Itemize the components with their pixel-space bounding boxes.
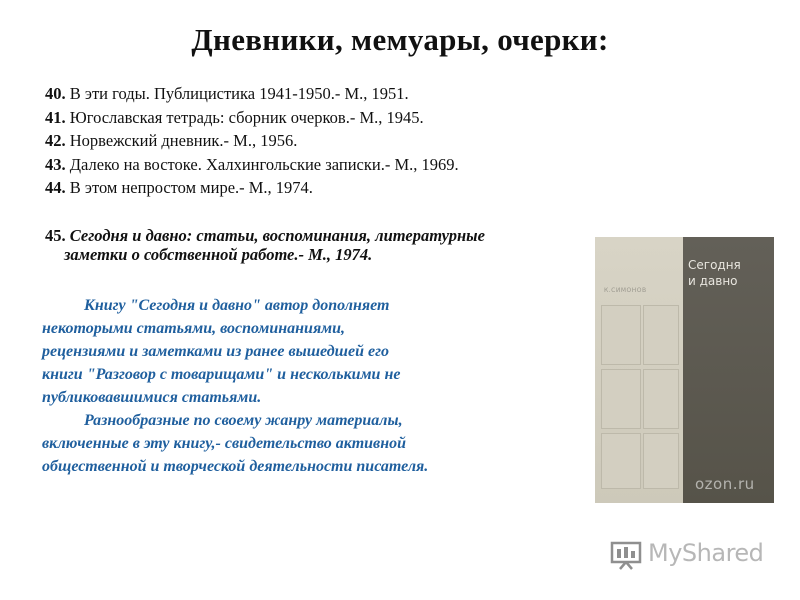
cover-title-line-2: и давно — [688, 274, 738, 288]
description-line: рецензиями и заметками из ранее вышедшей его — [42, 343, 390, 360]
presentation-board-icon — [608, 540, 644, 570]
item-number: 43. — [45, 154, 66, 174]
description-line: Разнообразные по своему жанру материалы, — [84, 412, 403, 429]
works-list — [45, 82, 605, 200]
description-line: публиковавшимися статьями. — [42, 389, 262, 406]
item-text: В эти годы. Публицистика 1941-1950.- М., 1951. — [65, 84, 409, 103]
page-title: Дневники, мемуары, очерки: — [191, 22, 609, 57]
item-text: Далеко на востоке. Халхингольские записки.- М., 1969. — [65, 154, 459, 174]
cover-pane — [643, 433, 679, 489]
list-item — [45, 82, 605, 106]
logo-text: MyShared — [648, 539, 764, 567]
description-line: книги "Разговор с товарищами" и несколькими не — [42, 366, 401, 383]
list-item — [45, 129, 605, 153]
item-number: 42. — [45, 131, 66, 150]
cover-pane — [643, 369, 679, 429]
item-text: В этом непростом мире.- М., 1974. — [65, 178, 313, 197]
description-line: Книгу "Сегодня и давно" автор дополняет — [84, 297, 390, 314]
myshared-logo — [608, 536, 778, 572]
book-description — [42, 294, 562, 478]
cover-pane — [601, 305, 641, 365]
list-item — [45, 176, 605, 200]
list-item — [45, 106, 605, 130]
cover-pane — [643, 305, 679, 365]
cover-pane — [601, 369, 641, 429]
cover-watermark: ozon.ru — [695, 475, 755, 493]
item-number: 41. — [45, 107, 66, 127]
item-text: Югославская тетрадь: сборник очерков.- М., 1945. — [65, 107, 424, 127]
book-cover-image — [595, 237, 774, 503]
item-number: 40. — [45, 84, 66, 103]
cover-light-panel — [595, 237, 683, 503]
featured-work — [45, 226, 585, 264]
featured-number: 45. — [45, 226, 66, 245]
cover-title — [688, 257, 741, 289]
cover-title-line-1: Сегодня — [688, 258, 741, 272]
list-item — [45, 153, 605, 177]
cover-pane — [601, 433, 641, 489]
featured-line-1: Сегодня и давно: статьи, воспоминания, литературные — [65, 226, 485, 245]
description-line: некоторыми статьями, воспоминаниями, — [42, 320, 346, 337]
description-line: общественной и творческой деятельности писателя. — [42, 458, 429, 475]
description-line: включенные в эту книгу,- свидетельство активной — [42, 435, 406, 452]
cover-author: К.СИМОНОВ — [604, 287, 647, 294]
item-number: 44. — [45, 178, 66, 197]
item-text: Норвежский дневник.- М., 1956. — [65, 131, 298, 150]
featured-line-2: заметки о собственной работе.- М., 1974. — [64, 245, 373, 264]
